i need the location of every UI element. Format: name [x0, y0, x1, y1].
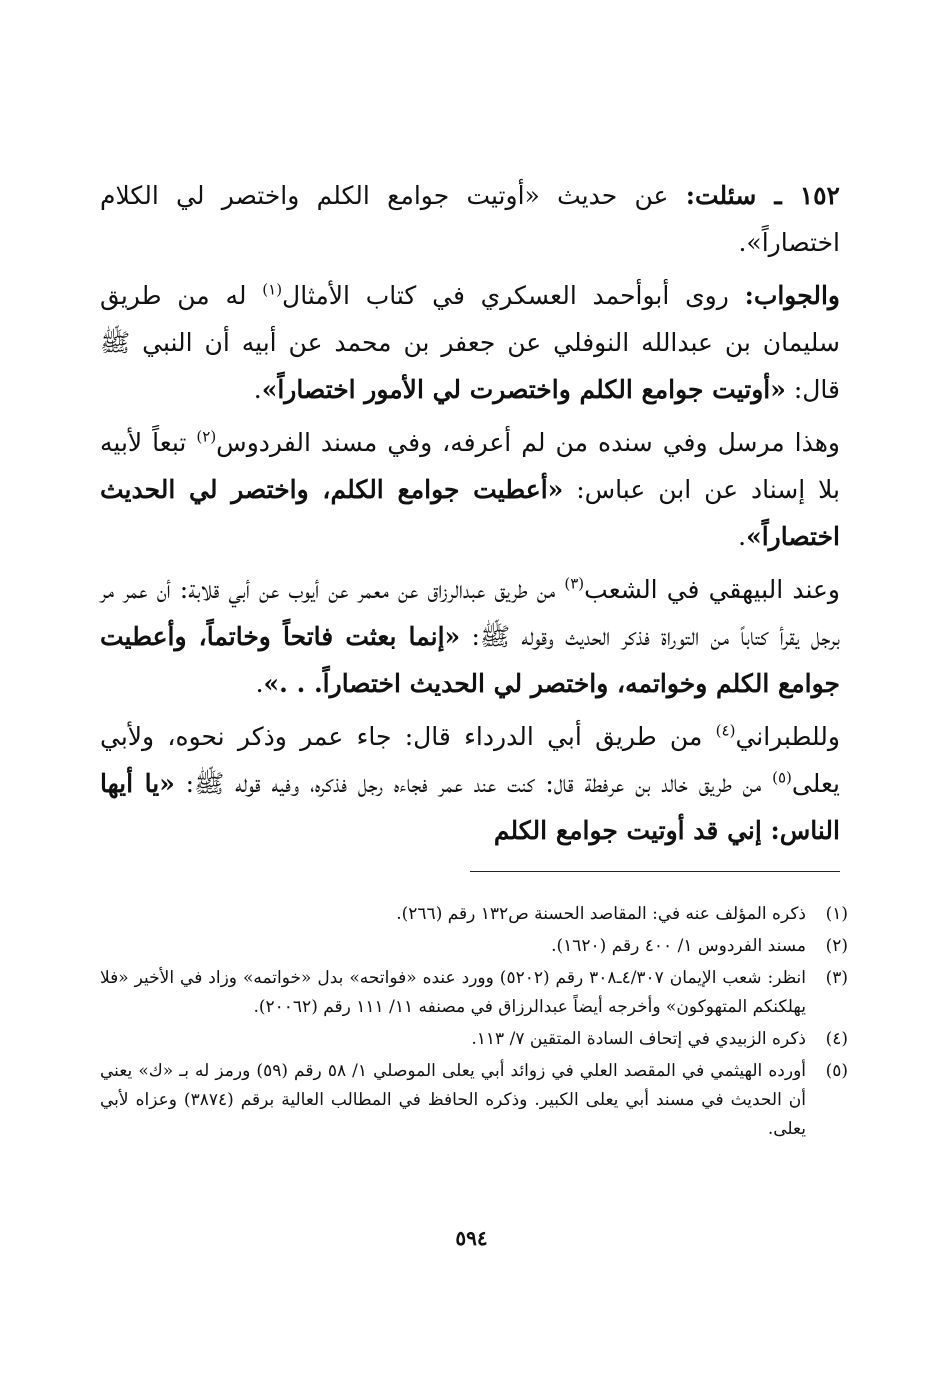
- footnote-text: أورده الهيثمي في المقصد العلي في زوائد أبي يعلى الموصلي ١/ ٥٨ رقم (٥٩) ورمز له بـ «ك» يعني أن الحديث في مسند أبي يعلى الكبير. وذكره الحافظ في المطالب العالية برقم (٣٨٧٤) وعزاه لأبي يعلى.: [100, 1061, 806, 1139]
- hadith-quote-4: «يا أيها الناس: إني قد أوتيت جوامع الكلم: [100, 769, 840, 845]
- footnote-ref-2[interactable]: (٢): [196, 427, 217, 446]
- footnote-number: (٣): [825, 968, 848, 988]
- answer-1-text-b: له من طريق سليمان بن عبدالله النوفلي عن جعفر بن محمد عن أبيه أن النبي ﷺ قال:: [100, 281, 840, 404]
- hadith-quote-2: «أعطيت جوامع الكلم، واختصر لي الحديث اختصاراً»: [100, 475, 840, 551]
- answer-1-text-a: روى أبوأحمد العسكري في كتاب الأمثال: [282, 281, 745, 310]
- answer-2-text-b: تبعاً لأبيه بلا إسناد عن ابن عباس:: [100, 428, 841, 504]
- hadith-quote-1: «أوتيت جوامع الكلم واختصرت لي الأمور اختصاراً»: [261, 375, 786, 404]
- footnote-item: [100, 932, 848, 961]
- answer-paragraph-1: [100, 272, 840, 413]
- footnote-item: [100, 900, 848, 929]
- answer-3-text-a: وعند البيهقي في الشعب: [584, 575, 840, 604]
- footnote-text: ذكره الزبيدي في إتحاف السادة المتقين ٧/ ١١٣.: [471, 1029, 806, 1049]
- footnote-number: (٢): [825, 936, 848, 956]
- question-lead: ١٥٢ ـ سئلت:: [685, 181, 840, 210]
- footnote-ref-4[interactable]: (٤): [715, 721, 736, 740]
- question-text: عن حديث «أوتيت جوامع الكلم واختصر لي الكلام اختصاراً».: [100, 181, 840, 257]
- footnote-text: انظر: شعب الإيمان ٤/٣٠٧ـ٣٠٨ رقم (٥٢٠٢) وورد عنده «فواتحه» بدل «خواتمه» وزاد في الأخير «فلا يهلكنكم المتهوكون» وأخرجه أيضاً عبدالرزاق في مصنفه ١١/ ١١١ رقم (٢٠٠٦٢).: [100, 968, 806, 1017]
- page-number: ٥٩٤: [455, 1226, 488, 1250]
- footnote-divider: [470, 871, 840, 872]
- answer-2-text-a: وهذا مرسل وفي سنده من لم أعرفه، وفي مسند الفردوس: [216, 428, 840, 457]
- question-paragraph: [100, 172, 840, 266]
- footnote-number: (١): [825, 904, 848, 924]
- footnote-text: مسند الفردوس ١/ ٤٠٠ رقم (١٦٢٠).: [551, 936, 806, 956]
- footnote-ref-5[interactable]: (٥): [772, 768, 792, 787]
- answer-4-text-b: من طريق أبي الدرداء قال: جاء عمر وذكر نحوه، ولأبي يعلى: [100, 722, 840, 798]
- answer-paragraph-4: [100, 713, 840, 854]
- answer-1-end: .: [253, 375, 262, 404]
- hadith-quote-3: «إنما بعثت فاتحاً وخاتماً، وأعطيت جوامع الكلم وخواتمه، واختصر لي الحديث اختصاراً. . .»: [100, 622, 840, 698]
- answer-lead: والجواب:: [744, 281, 840, 310]
- footnote-ref-1[interactable]: (١): [262, 280, 283, 299]
- answer-4-text-c: من طريق خالد بن عرفطة قال: كنت عند عمر فجاءه رجل فذكره، وفيه قوله ﷺ:: [174, 769, 773, 798]
- footnote-item: [100, 964, 848, 1022]
- answer-3-text-b: من طريق عبدالرزاق عن معمر عن أيوب عن أبي قلابة: أن عمر مر برجل يقرأ كتاباً من التوراة فذكر الحديث وقوله ﷺ:: [100, 575, 840, 651]
- answer-paragraph-2: [100, 419, 840, 560]
- footnote-number: (٥): [825, 1061, 848, 1081]
- footnote-text: ذكره المؤلف عنه في: المقاصد الحسنة ص١٣٢ رقم (٢٦٦).: [396, 904, 806, 924]
- footnotes: [100, 900, 848, 1147]
- footnote-number: (٤): [825, 1029, 848, 1049]
- footnote-ref-3[interactable]: (٣): [564, 574, 585, 593]
- footnote-item: [100, 1057, 848, 1144]
- answer-paragraph-3: [100, 566, 840, 707]
- answer-2-end: .: [738, 522, 747, 551]
- answer-4-text-a: وللطبراني: [735, 722, 840, 751]
- footnote-item: [100, 1025, 848, 1054]
- main-text: [100, 172, 840, 860]
- answer-3-end: .: [255, 669, 264, 698]
